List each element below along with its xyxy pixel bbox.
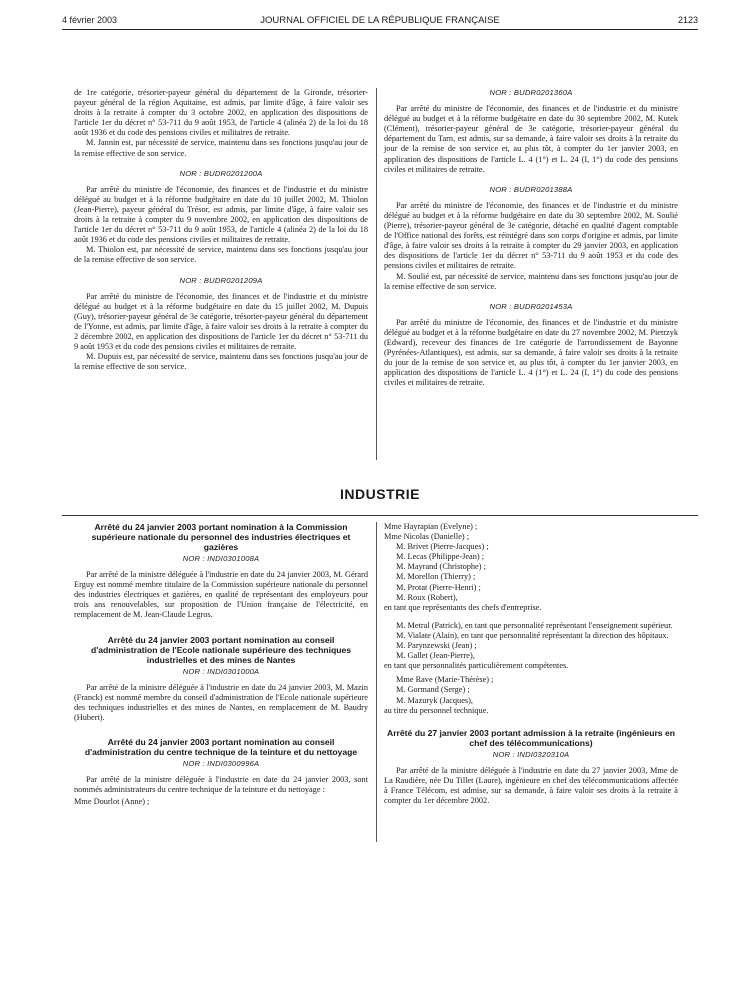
paragraph: Par arrêté du ministre de l'économie, des finances et de l'industrie et du ministre délégué au budget et à la réforme budgétaire en date du 30 septembre 2002, M. Soulié (Pierre), trésorier-payeur général de 3e catégorie, détaché en qualité d'agent comptable de l'Office national des forêts, est réintégré dans son corps d'origine et admis, par limite d'âge, à faire valoir ses droits à la retraite à compter du 29 janvier 2003, en application des dispositions de l'article 1er du décret n° 53-711 du 9 août 1953 et du code des pensions civiles et militaires de retraite. — [384, 200, 678, 271]
list-item: M. Mazuryk (Jacques), — [396, 695, 473, 705]
member-list — [384, 522, 678, 603]
column-divider-top — [376, 88, 377, 460]
article-title: Arrêté du 27 janvier 2003 portant admission à la retraite (ingénieurs en chef des télécommunications) — [387, 727, 675, 748]
list-note: en tant que représentants des chefs d'entreprise. — [384, 602, 542, 612]
list-item: M. Mayrand (Christophe) ; — [396, 562, 486, 572]
column-bottom-right — [384, 522, 678, 816]
list-item: Mme Rave (Marie-Thérèse) ; — [396, 675, 494, 685]
column-top-right — [384, 88, 678, 398]
member-list — [384, 621, 678, 661]
list-item: M. Metral (Patrick), en tant que personnalité représentant l'enseignement supérieur. — [396, 620, 673, 630]
nor-reference: NOR : INDI0301008A — [182, 554, 260, 563]
list-note: au titre du personnel technique. — [384, 705, 489, 715]
paragraph: Par arrêté de la ministre déléguée à l'industrie en date du 27 janvier 2003, Mme de La Raudière, née Du Tillet (Laure), ingénieure en chef des télécommunications affectée à France Télécom, est admise, sur sa demande, à faire valoir ses droits à la retraite à compter du 1er décembre 2002. — [384, 765, 678, 806]
paragraph: Par arrêté du ministre de l'économie, des finances et de l'industrie et du ministre délégué au budget et à la réforme budgétaire en date du 27 novembre 2002, M. Pietrzyk (Edward), receveur des finances de 1re catégorie de l'arrondissement de Bayonne (Pyrénées-Atlantiques), est admis, sur sa demande, à faire valoir ses droits à la retraite du jour de la remise de son service et, au plus tôt, à compter du 1er janvier 2003, en application des dispositions de l'article L. 4 (1°) et L. 24 (I, 1°) du code des pensions civiles et militaires de retraite. — [384, 317, 678, 388]
list-item: M. Protat (Pierre-Henri) ; — [396, 582, 481, 592]
paragraph: M. Jannin est, par nécessité de service, maintenu dans ses fonctions jusqu'au jour de la remise effective de son service. — [74, 138, 368, 158]
paragraph: M. Thiolon est, par nécessité de service, maintenu dans ses fonctions jusqu'au jour de la remise effective de son service. — [74, 245, 368, 265]
nor-reference: NOR : BUDR0201360A — [489, 88, 573, 97]
article-title: Arrêté du 24 janvier 2003 portant nomination au conseil d'administration de l'Ecole nationale supérieure des techniques industrielles et des mines de Nantes — [90, 634, 352, 665]
nor-reference: NOR : INDI0320310A — [492, 749, 570, 759]
article-title: Arrêté du 24 janvier 2003 portant nomination à la Commission supérieure nationale du personnel des industries électriques et gazières — [91, 522, 351, 552]
nor-reference: NOR : BUDR0201200A — [179, 168, 263, 178]
paragraph: M. Dupuis est, par nécessité de service, maintenu dans ses fonctions jusqu'au jour de la remise effective de son service. — [74, 352, 368, 372]
column-bottom-left — [74, 522, 368, 807]
list-item: Mme Hayrapian (Evelyne) ; — [384, 522, 478, 531]
nor-reference: NOR : BUDR0201209A — [179, 275, 263, 285]
list-item: M. Gormand (Serge) ; — [396, 685, 470, 695]
page-header — [62, 13, 698, 30]
list-item: M. Parynzewski (Jean) ; — [396, 641, 477, 651]
list-item: M. Morellon (Thierry) ; — [396, 572, 476, 582]
nor-reference: NOR : INDI0300996A — [182, 759, 260, 769]
header-date: 4 février 2003 — [62, 15, 118, 25]
article-title: Arrêté du 24 janvier 2003 portant nomination au conseil d'administration du centre technique de la teinture et du nettoyage — [84, 737, 358, 758]
paragraph: Par arrêté du ministre de l'économie, des finances et de l'industrie et du ministre délégué au budget et à la réforme budgétaire en date du 10 juillet 2002, M. Thiolon (Jean-Pierre), payeur général du Trésor, est admis, par limite d'âge, à faire valoir ses droits à la retraite à compter du 9 novembre 2002, en application des dispositions de l'article 1er du décret n° 53-711 du 9 août 1953, de l'article 4 (alinéa 2) de la loi du 18 août 1936 et du code des pensions civiles et militaires de retraite. — [74, 184, 368, 245]
section-title: INDUSTRIE — [340, 486, 420, 502]
column-divider-bottom — [376, 522, 377, 842]
list-item: M. Roux (Robert), — [396, 592, 458, 602]
paragraph: Par arrêté de la ministre déléguée à l'industrie en date du 24 janvier 2003, M. Gérard Erguy est nommé membre titulaire de la Commission supérieure nationale du personnel des industries électriques et gazières, en qualité de représentant des employeurs pour trois ans renouvelables, sur proposition de l'Union française de l'électricité, en remplacement de M. Jean-Claude Legros. — [74, 570, 368, 620]
list-item: Mme Nicolas (Danielle) ; — [384, 532, 470, 542]
column-top-left — [74, 88, 368, 382]
member-list — [384, 675, 678, 705]
list-item: M. Lecas (Philippe-Jean) ; — [396, 552, 485, 562]
nor-reference: NOR : INDI0301000A — [182, 666, 260, 676]
nor-reference: NOR : BUDR0201453A — [489, 301, 573, 311]
list-item: M. Brivet (Pierre-Jacques) ; — [396, 542, 489, 552]
list-item: M. Vialate (Alain), en tant que personnalité représentant la direction des hôpitaux. — [396, 630, 669, 640]
paragraph: M. Soulié est, par nécessité de service, maintenu dans ses fonctions jusqu'au jour de la remise effective de son service. — [384, 271, 678, 291]
paragraph: de 1re catégorie, trésorier-payeur général du département de la Gironde, trésorier-payeur général de la région Aquitaine, est admis, par limite d'âge, à faire valoir ses droits à la retraite à compter du 3 octobre 2002, en application des dispositions de l'article 1er du décret n° 53-711 du 9 août 1953, de l'article 4 (alinéa 2) de la loi du 18 août 1936 et du code des pensions civiles et militaires de retraite. — [74, 88, 368, 138]
section-separator — [62, 515, 698, 516]
list-note: en tant que personnalités particulièrement compétentes. — [384, 661, 569, 671]
nor-reference: NOR : BUDR0201388A — [489, 184, 573, 194]
list-item: M. Gallet (Jean-Pierre), — [396, 651, 475, 661]
paragraph: Par arrêté du ministre de l'économie, des finances et de l'industrie et du ministre délégué au budget et à la réforme budgétaire en date du 15 juillet 2002, M. Dupuis (Guy), trésorier-payeur général de 3e catégorie, trésorier-payeur général du département de l'Yonne, est admis, par limite d'âge, à faire valoir ses droits à la retraite à compter du 2 décembre 2002, en application des dispositions de l'article 1er du décret n° 53-711 du 9 août 1953 et du code des pensions civiles et militaires de retraite. — [74, 291, 368, 352]
paragraph: Par arrêté du ministre de l'économie, des finances et de l'industrie et du ministre délégué au budget et à la réforme budgétaire en date du 30 septembre 2002, M. Kutek (Clément), trésorier-payeur général de 3e catégorie, trésorier-payeur général du département du Tarn, est admis, sur sa demande, à faire valoir ses droits à la retraite du jour de la remise de son service et, au plus tôt, à compter du 1er janvier 2003, en application des dispositions de l'article L. 4 (1°) et L. 24 (I, 1°) du code des pensions civiles et militaires de retraite. — [384, 104, 678, 174]
header-page-number: 2123 — [677, 15, 698, 25]
paragraph: Par arrêté de la ministre déléguée à l'industrie en date du 24 janvier 2003, M. Mazin (Franck) est nommé membre du conseil d'administration de l'Ecole nationale supérieure des techniques industrielles et des mines de Nantes, en remplacement de M. Baudry (Hubert). — [74, 682, 368, 722]
paragraph: Par arrêté de la ministre déléguée à l'industrie en date du 24 janvier 2003, sont nommés administrateurs du centre technique de la teinture et du nettoyage : — [74, 775, 368, 795]
header-journal-title: JOURNAL OFFICIEL DE LA RÉPUBLIQUE FRANÇAISE — [260, 15, 500, 26]
list-item: Mme Dourlot (Anne) ; — [74, 797, 150, 807]
